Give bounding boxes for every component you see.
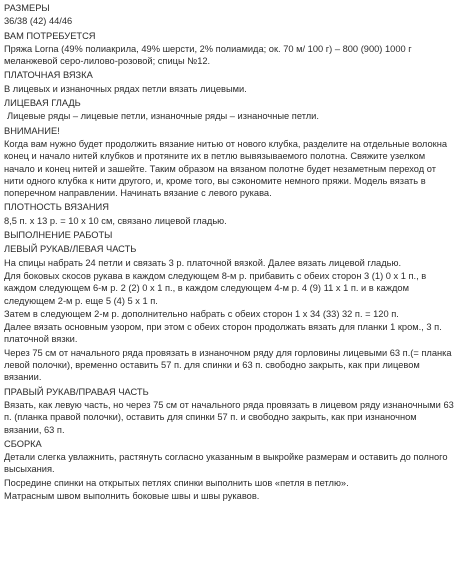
garter-stitch-text: В лицевых и изнаночных рядах петли вязать лицевыми.	[4, 83, 247, 94]
section-heading-instructions: ВЫПОЛНЕНИЕ РАБОТЫ	[4, 230, 113, 241]
sizes-text: 36/38 (42) 44/46	[4, 16, 73, 27]
assembly-step-2: Посредине спинки на открытых петлях спинки выполнить шов «петля в петлю».	[4, 477, 349, 488]
assembly-step-1: Детали слегка увлажнить, растянуть согласно указанным в выкройке размерам и оставить до полного высыхания.	[4, 452, 448, 475]
section-heading-sizes: РАЗМЕРЫ	[4, 3, 50, 13]
section-heading-garter-stitch: ПЛАТОЧНАЯ ВЯЗКА	[4, 70, 93, 81]
left-sleeve-step-5: Через 75 см от начального ряда провязать в изнаночном ряду для горловины лицевыми 63 п.(= планка левой полочки), временно оставить 57 п. для спинки и 63 п. свободно закрыть, как при лицевом вязании.	[4, 347, 452, 383]
section-heading-stockinette: ЛИЦЕВАЯ ГЛАДЬ	[4, 98, 81, 109]
left-sleeve-step-2: Для боковых скосов рукава в каждом следующем 8-м р. прибавить с обеих сторон 3 (1) 0 х 1 п., в каждом следующем 6-м р. 2 (2) 0 х 1 п., в каждом следующем 4-м р. 4 (9) 11 х 1 п. и в каждом следующем 2-м р. еще 5 (4) 5 х 1 п.	[4, 270, 427, 306]
assembly-step-3: Матрасным швом выполнить боковые швы и швы рукавов.	[4, 490, 260, 501]
stockinette-text: Лицевые ряды – лицевые петли, изнаночные ряды – изнаночные петли.	[7, 111, 319, 122]
right-sleeve-text: Вязать, как левую часть, но через 75 см от начального ряда провязать в лицевом ряду изнаночными 63 п. (планка правой полочки), оставить для спинки 57 п. и свободно закрыть, как при изнаночном вязании, 63 п.	[4, 399, 454, 435]
section-heading-right-sleeve: ПРАВЫЙ РУКАВ/ПРАВАЯ ЧАСТЬ	[4, 386, 149, 397]
left-sleeve-step-1: На спицы набрать 24 петли и связать 3 р. платочной вязкой. Далее вязать лицевой гладью.	[4, 257, 402, 268]
section-heading-left-sleeve: ЛЕВЫЙ РУКАВ/ЛЕВАЯ ЧАСТЬ	[4, 244, 137, 255]
left-sleeve-step-4: Далее вязать основным узором, при этом с обеих сторон продолжать вязать для планки 1 кром., 3 п. платочной вязки.	[4, 322, 442, 345]
section-heading-assembly: СБОРКА	[4, 438, 42, 449]
left-sleeve-step-3: Затем в следующем 2-м р. дополнительно набрать с обеих сторон 1 х 34 (33) 32 п. = 120 п.	[4, 308, 399, 319]
section-heading-attention: ВНИМАНИЕ!	[4, 125, 60, 136]
gauge-text: 8,5 п. х 13 р. = 10 х 10 см, связано лицевой гладью.	[4, 215, 227, 226]
section-heading-materials: ВАМ ПОТРЕБУЕТСЯ	[4, 30, 96, 41]
materials-text: Пряжа Lorna (49% полиакрила, 49% шерсти, 2% полиамида; ок. 70 м/ 100 г) – 800 (900) 1000 г меланжевой серо-лилово-розовой; спицы №12.	[4, 43, 412, 67]
section-heading-gauge: ПЛОТНОСТЬ ВЯЗАНИЯ	[4, 202, 109, 213]
attention-text: Когда вам нужно будет продолжить вязание нитью от нового клубка, разделите на отдельные волокна конец и начало нитей клубков и протяните их в петлю вывязываемого полотна. Свяжите узелком начало и конец нитей и зашейте. Таким образом на вязаном полотне будет незаметным переход от нити одного клубка к нити другого, и, кроме того, вы сэкономите немного пряжи. Модель вязать в поперечном направлении. Начинать вязание с левого рукава.	[4, 138, 447, 199]
